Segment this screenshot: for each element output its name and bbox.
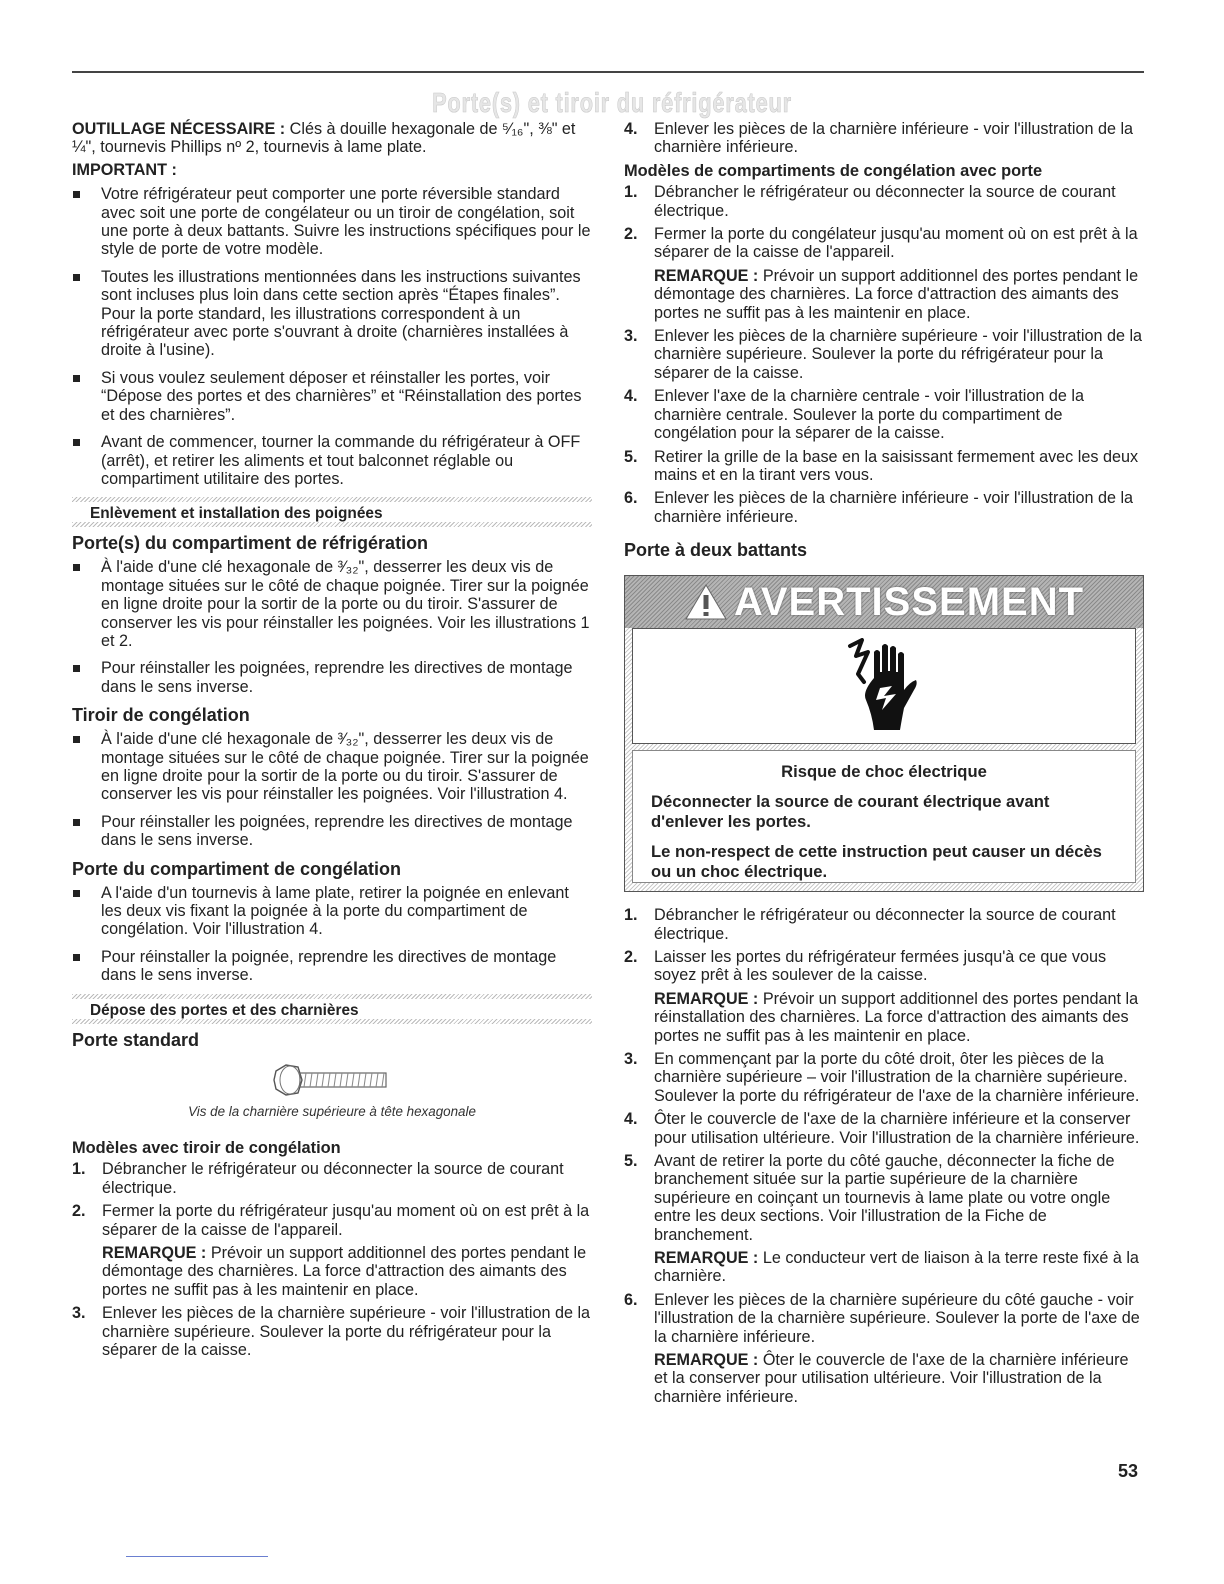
step-number: 4. bbox=[624, 120, 638, 138]
step-item bbox=[624, 225, 1144, 262]
step-item bbox=[624, 327, 1144, 382]
section-title: Enlèvement et installation des poignées bbox=[90, 505, 383, 523]
step-number: 1. bbox=[72, 1160, 86, 1179]
heading-freezer-door: Porte du compartiment de congélation bbox=[72, 858, 402, 879]
tools-text: Clés à douille hexagonale de ⁵⁄₁₆", ⅜" et ¼", tournevis Phillips nº 2, tournevis à lame plate. bbox=[72, 120, 576, 157]
step-item bbox=[624, 120, 1144, 157]
note-text: Ôter le couvercle de l'axe de la charnière inférieure et la conserver pour utilisation ultérieure. Voir l'illustration de la charnière inférieure. bbox=[654, 1351, 1129, 1406]
important-bullet: Avant de commencer, tourner la commande du réfrigérateur à OFF (arrêt), et retirer les aliments et tout balconnet réglable ou compartiment utilitaire des portes. bbox=[72, 433, 592, 488]
heading-standard-door: Porte standard bbox=[72, 1029, 200, 1050]
step-text: Enlever les pièces de la charnière inférieure - voir l'illustration de la charnière inférieure. bbox=[654, 489, 1134, 526]
step-item bbox=[624, 448, 1144, 485]
note bbox=[624, 1351, 1144, 1406]
hex-screw-icon bbox=[272, 1063, 392, 1097]
warning-title: AVERTISSEMENT bbox=[733, 580, 1085, 625]
warning-box bbox=[624, 575, 1144, 892]
step-number: 6. bbox=[624, 489, 638, 508]
bottom-link-line bbox=[126, 1556, 268, 1557]
warning-risk: Risque de choc électrique bbox=[781, 762, 987, 782]
section-bar-handles bbox=[72, 497, 592, 527]
note-text: Le conducteur vert de liaison à la terre reste fixé à la charnière. bbox=[654, 1249, 1139, 1286]
note-label: REMARQUE : bbox=[654, 266, 759, 285]
note-label: REMARQUE : bbox=[654, 1249, 759, 1268]
heading-refrigeration-doors: Porte(s) du compartiment de réfrigération bbox=[72, 533, 429, 554]
step-item bbox=[624, 906, 1144, 943]
section-bar-doors bbox=[72, 994, 592, 1024]
step-text: Fermer la porte du réfrigérateur jusqu'au moment où on est prêt à la séparer de la caisse de l'appareil. bbox=[102, 1202, 590, 1239]
step-item bbox=[72, 1304, 592, 1359]
step-item bbox=[624, 1110, 1144, 1147]
warning-triangle-icon bbox=[684, 582, 728, 622]
step-number: 5. bbox=[624, 1152, 638, 1170]
step-number: 3. bbox=[624, 1049, 638, 1068]
note-text: Prévoir un support additionnel des portes pendant la réinstallation des charnières. La force d'attraction des aimants des portes ne suffit pas à les maintenir en place. bbox=[654, 989, 1139, 1045]
step-text: Avant de retirer la porte du côté gauche, déconnecter la fiche de branchement située sur la partie supérieure de la charnière supérieure en coinçant un tournevis à lame plate ou votre ongle entre les deux sections. Voir l'illustration de la Fiche de branchement. bbox=[654, 1152, 1115, 1244]
screw-caption: Vis de la charnière supérieure à tête hexagonale bbox=[188, 1103, 476, 1119]
step-text: Enlever les pièces de la charnière supérieure - voir l'illustration de la charnière supérieure. Soulever la porte du réfrigérateur pour la séparer de la caisse. bbox=[654, 327, 1143, 382]
step-number: 5. bbox=[624, 447, 638, 466]
note bbox=[624, 267, 1144, 322]
step-item bbox=[72, 1202, 592, 1239]
bullet: À l'aide d'une clé hexagonale de ³⁄₃₂", desserrer les deux vis de montage situées sur le côté de chaque poignée. Tirer sur la poignée en ligne droite pour la sortir de la porte ou du tiroir. S'assurer de conserver les vis pour réinstaller les poignées. Voir l'illustration 4. bbox=[72, 730, 592, 804]
step-number: 3. bbox=[72, 1304, 86, 1323]
heading-drawer-models: Modèles avec tiroir de congélation bbox=[72, 1139, 341, 1158]
step-text: Enlever les pièces de la charnière supérieure du côté gauche - voir l'illustration de la charnière supérieure. Soulever la porte de l'axe de la charnière inférieure. bbox=[654, 1290, 1140, 1346]
step-number: 1. bbox=[624, 906, 638, 925]
warning-header bbox=[625, 576, 1143, 628]
note-text: Prévoir un support additionnel des portes pendant le démontage des charnières. La force d'attraction des aimants des portes ne suffit pas à les maintenir en place. bbox=[654, 266, 1139, 322]
important-bullet: Si vous voulez seulement déposer et réinstaller les portes, voir “Dépose des portes et des charnières” et “Réinstallation des portes et des charnières”. bbox=[72, 369, 592, 424]
important-label: IMPORTANT : bbox=[72, 160, 177, 179]
step-item bbox=[624, 1152, 1144, 1244]
step-text: Ôter le couvercle de l'axe de la charnière inférieure et la conserver pour utilisation ultérieure. Voir l'illustration de la charnière inférieure. bbox=[654, 1110, 1140, 1147]
step-item bbox=[72, 1160, 592, 1197]
step-item bbox=[624, 387, 1144, 442]
step-number: 4. bbox=[624, 1110, 638, 1129]
step-text: Débrancher le réfrigérateur ou déconnecter la source de courant électrique. bbox=[654, 906, 1116, 943]
warning-icon-area bbox=[632, 628, 1136, 744]
step-number: 2. bbox=[72, 1202, 86, 1221]
warning-body bbox=[632, 750, 1136, 883]
step-text: Enlever les pièces de la charnière inférieure - voir l'illustration de la charnière inférieure. bbox=[654, 120, 1134, 157]
step-text: Débrancher le réfrigérateur ou déconnecter la source de courant électrique. bbox=[102, 1160, 564, 1197]
step-number: 2. bbox=[624, 225, 638, 244]
warning-consequence: Le non-respect de cette instruction peut causer un décès ou un choc électrique. bbox=[651, 841, 1102, 881]
bullet: A l'aide d'un tournevis à lame plate, retirer la poignée en enlevant les deux vis fixant la poignée à la porte du compartiment de congélation. Voir l'illustration 4. bbox=[72, 884, 592, 939]
step-item bbox=[624, 183, 1144, 220]
step-item bbox=[624, 1050, 1144, 1105]
step-text: Débrancher le réfrigérateur ou déconnecter la source de courant électrique. bbox=[654, 183, 1116, 220]
bullet: Pour réinstaller la poignée, reprendre les directives de montage dans le sens inverse. bbox=[72, 948, 592, 985]
step-number: 2. bbox=[624, 947, 638, 966]
step-number: 1. bbox=[624, 183, 638, 202]
bullet: Pour réinstaller les poignées, reprendre les directives de montage dans le sens inverse. bbox=[72, 813, 592, 850]
bullet: Pour réinstaller les poignées, reprendre les directives de montage dans le sens inverse. bbox=[72, 659, 592, 696]
note-label: REMARQUE : bbox=[102, 1244, 207, 1263]
note bbox=[624, 990, 1144, 1045]
tools-label: OUTILLAGE NÉCESSAIRE : bbox=[72, 120, 286, 138]
step-text: Enlever l'axe de la charnière centrale - voir l'illustration de la charnière centrale. Soulever la porte du compartiment de congélation pour la séparer de la caisse. bbox=[654, 387, 1084, 443]
bullet: À l'aide d'une clé hexagonale de ³⁄₃₂", desserrer les deux vis de montage situées sur le côté de chaque poignée. Tirer sur la poignée en ligne droite pour la sortir de la porte ou du tiroir. S'assurer de conserver les vis pour réinstaller les poignées. Voir les illustrations 1 et 2. bbox=[72, 558, 592, 650]
step-text: Retirer la grille de la base en la saisissant fermement avec les deux mains et en la tirant vers vous. bbox=[654, 447, 1139, 484]
warning-instruction: Déconnecter la source de courant électrique avant d'enlever les portes. bbox=[651, 791, 1050, 831]
heading-door-models: Modèles de compartiments de congélation avec porte bbox=[624, 161, 1043, 180]
page-number: 53 bbox=[1118, 1461, 1139, 1481]
heading-double-door: Porte à deux battants bbox=[624, 540, 808, 561]
note bbox=[72, 1244, 592, 1299]
step-item bbox=[624, 948, 1144, 985]
heading-freezer-drawer: Tiroir de congélation bbox=[72, 705, 250, 726]
right-column bbox=[624, 120, 1144, 1411]
note-label: REMARQUE : bbox=[654, 989, 759, 1008]
section-title: Dépose des portes et des charnières bbox=[90, 1001, 359, 1019]
step-item bbox=[624, 1291, 1144, 1346]
step-item bbox=[624, 489, 1144, 526]
step-number: 3. bbox=[624, 327, 638, 346]
important-bullet: Toutes les illustrations mentionnées dans les instructions suivantes sont incluses plus loin dans cette section après “Étapes finales”. Pour la porte standard, les illustrations correspondent à un réfrigérateur avec porte s'ouvrant à droite (charnières installées à droite à l'usine). bbox=[72, 268, 592, 360]
step-text: Fermer la porte du congélateur jusqu'au moment où on est prêt à la séparer de la caisse de l'appareil. bbox=[654, 225, 1138, 262]
note bbox=[624, 1249, 1144, 1286]
step-text: Enlever les pièces de la charnière supérieure - voir l'illustration de la charnière supérieure. Soulever la porte du réfrigérateur pour la séparer de la caisse. bbox=[102, 1304, 591, 1360]
left-column bbox=[72, 120, 592, 1365]
note-label: REMARQUE : bbox=[654, 1351, 759, 1370]
important-bullet: Votre réfrigérateur peut comporter une porte réversible standard avec soit une porte de congélateur ou un tiroir de congélation, soit une porte à deux battants. Suivre les instructions spécifiques pour le style de porte de votre modèle. bbox=[72, 185, 592, 259]
page-title: Porte(s) et tiroir du réfrigérateur bbox=[432, 87, 792, 118]
electric-shock-hand-icon bbox=[844, 638, 924, 734]
step-number: 6. bbox=[624, 1290, 638, 1309]
top-rule bbox=[72, 71, 1144, 73]
step-text: Laisser les portes du réfrigérateur fermées jusqu'à ce que vous soyez prêt à les soulever de la caisse. bbox=[654, 947, 1107, 985]
step-number: 4. bbox=[624, 387, 638, 406]
step-text: En commençant par la porte du côté droit, ôter les pièces de la charnière supérieure – voir l'illustration de la charnière supérieure. Soulever la porte du réfrigérateur de l'axe de la charnière inférieure. bbox=[654, 1049, 1140, 1105]
tools-paragraph bbox=[72, 120, 592, 157]
note-text: Prévoir un support additionnel des portes pendant le démontage des charnières. La force d'attraction des aimants des portes ne suffit pas à les maintenir en place. bbox=[102, 1244, 587, 1299]
